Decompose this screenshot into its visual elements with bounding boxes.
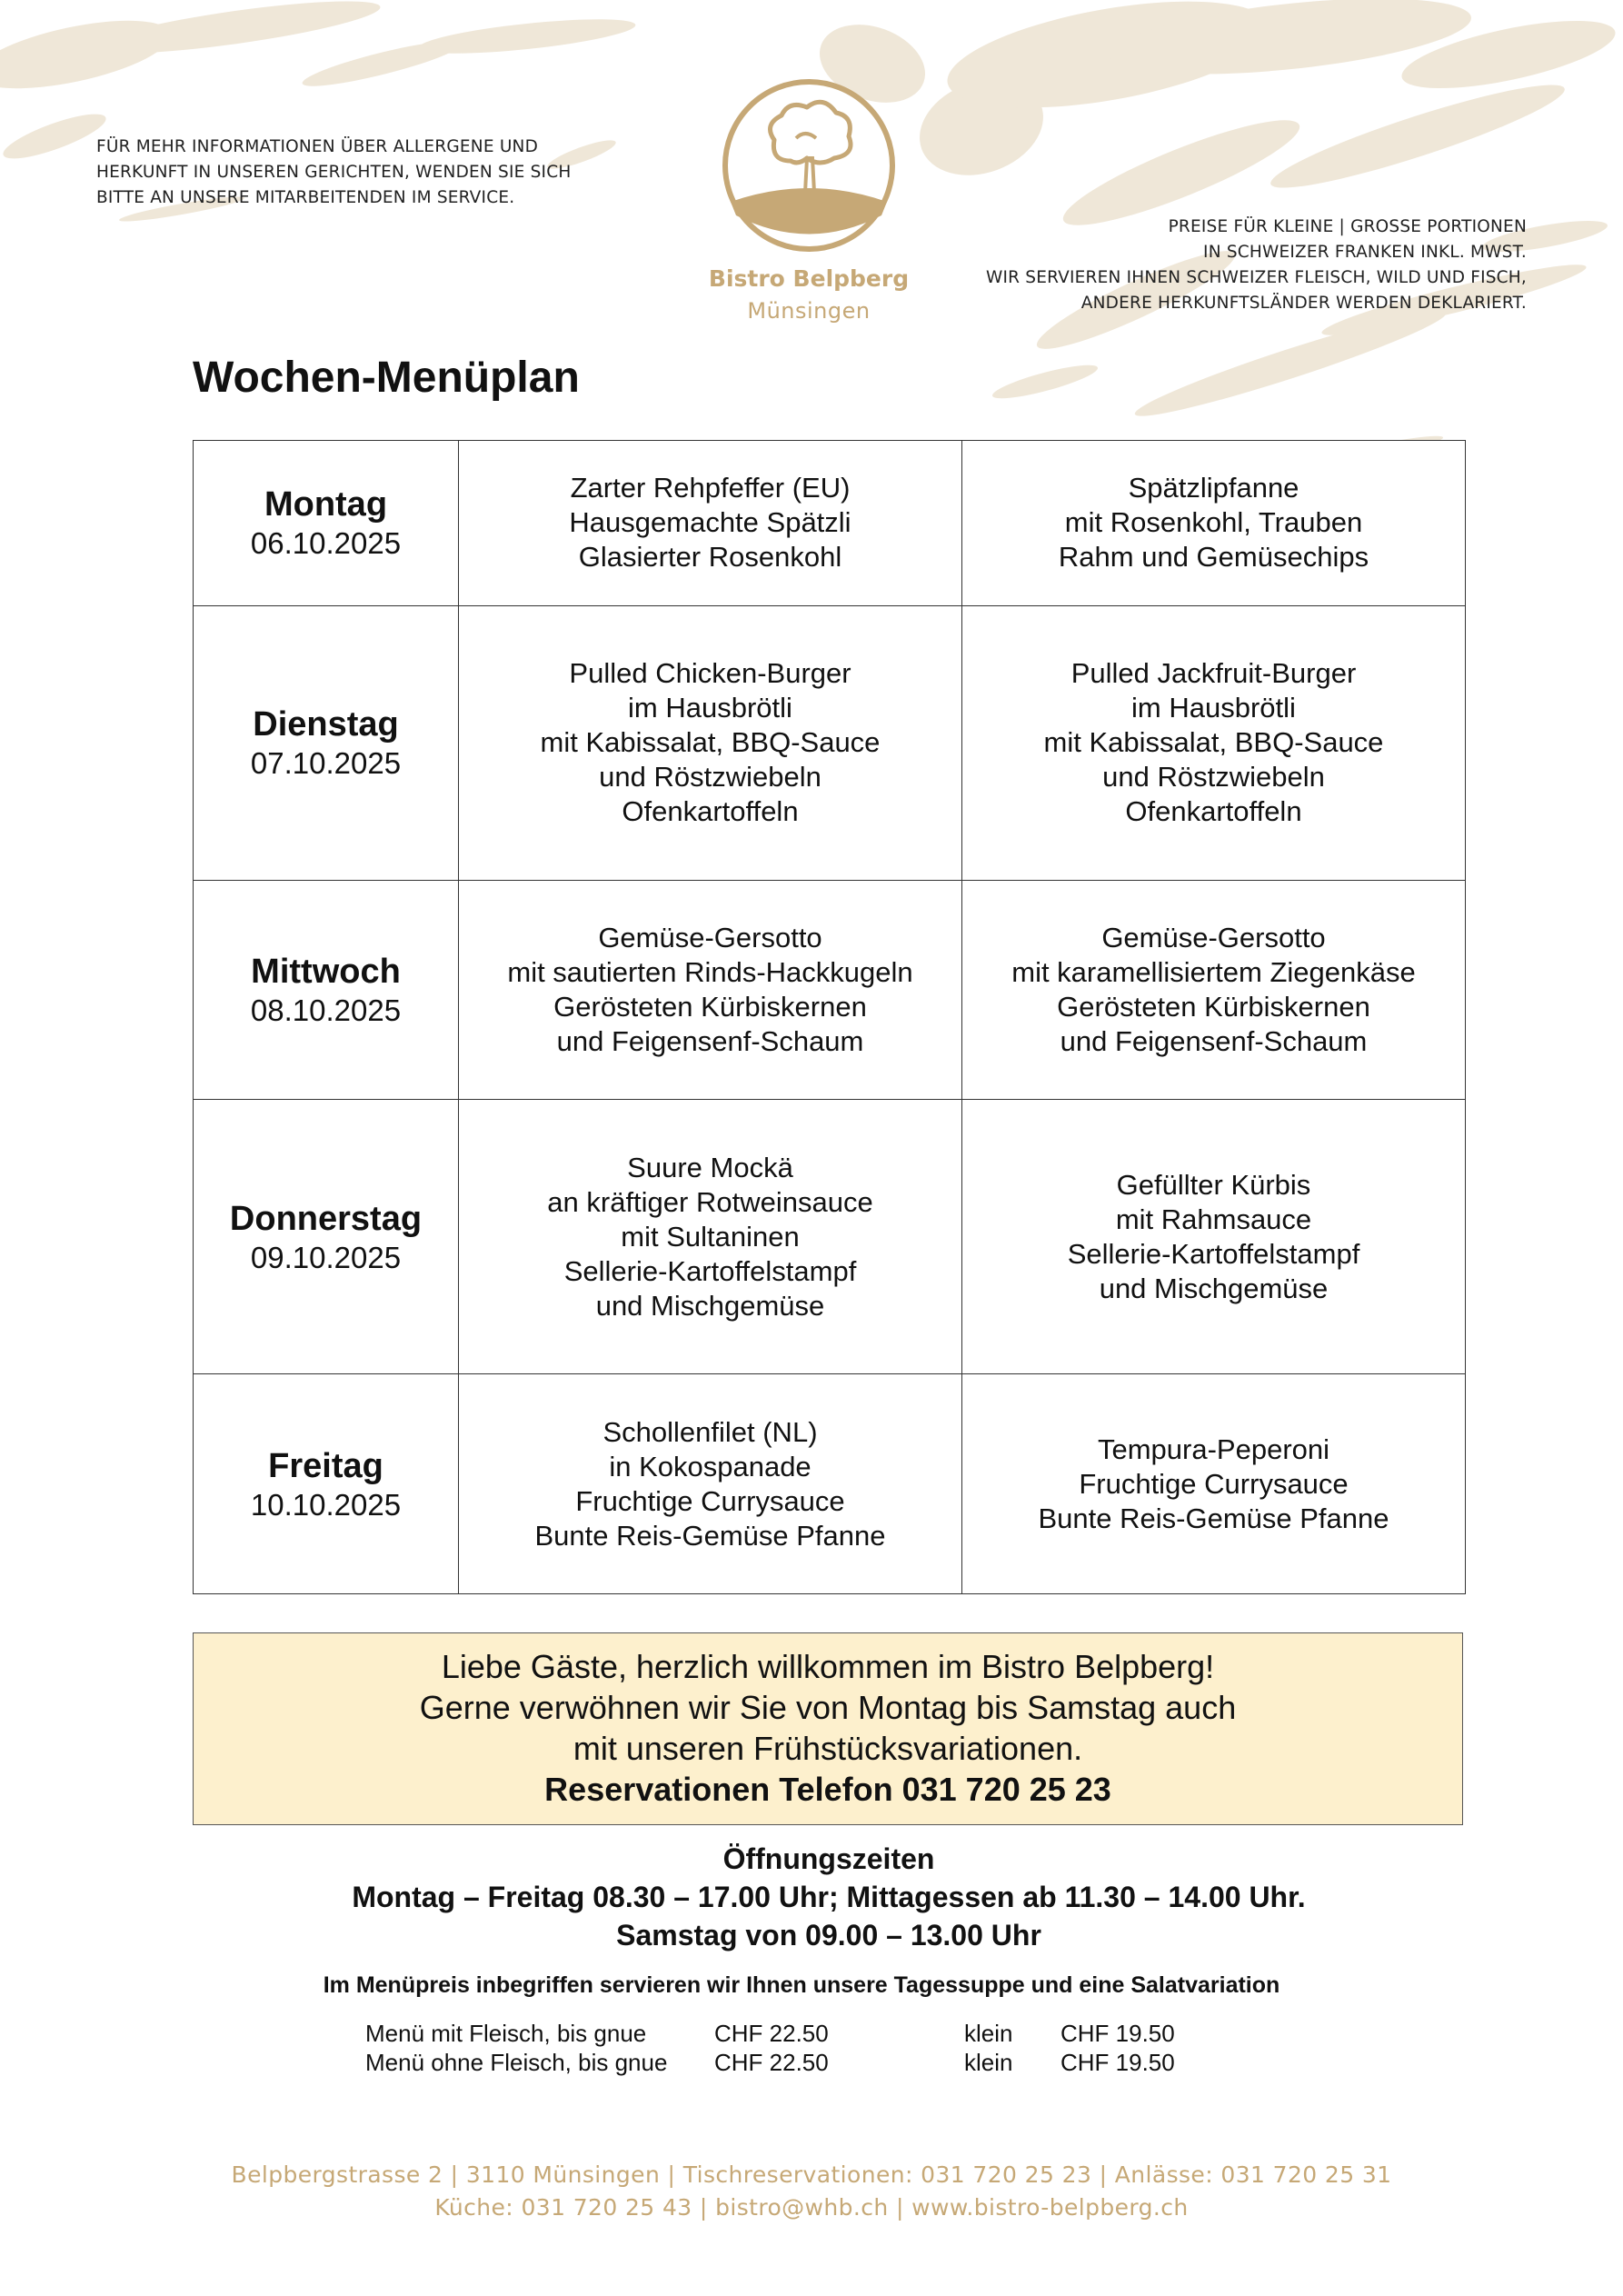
meat-dish: Schollenfilet (NL) in Kokospanade Fruchtige Currysauce Bunte Reis-Gemüse Pfanne [534, 1415, 886, 1552]
meat-dish: Zarter Rehpfeffer (EU) Hausgemachte Spätzli Glasierter Rosenkohl [569, 472, 851, 574]
day-date: 09.10.2025 [250, 1240, 402, 1274]
price-value: CHF 22.50 [714, 2020, 829, 2047]
price-value: CHF 22.50 [714, 2049, 829, 2076]
day-date: 06.10.2025 [250, 526, 402, 561]
page-title: Wochen-Menüplan [193, 354, 580, 402]
reservation-phone: Reservationen Telefon 031 720 25 23 [544, 1771, 1111, 1808]
vegetarian-dish: Spätzlipfanne mit Rosenkohl, Trauben Rahm und Gemüsechips [1058, 472, 1369, 574]
day-date: 07.10.2025 [250, 746, 402, 781]
saturday-hours: Samstag von 09.00 – 13.00 Uhr [616, 1919, 1041, 1952]
menu-row-friday [194, 1374, 1466, 1594]
day-name: Montag [264, 485, 388, 524]
small-price: CHF 19.50 [1060, 2049, 1175, 2076]
included-note: Im Menüpreis inbegriffen servieren wir Ihnen unsere Tagessuppe und eine Salatvariation [323, 1972, 1280, 1998]
welcome-box [193, 1632, 1463, 1825]
small-label: klein [964, 2049, 1013, 2076]
menu-row-wednesday [194, 880, 1466, 1100]
day-name: Freitag [268, 1446, 383, 1485]
welcome-line: Liebe Gäste, herzlich willkommen im Bistro Belpberg! [441, 1648, 1215, 1685]
meat-dish: Suure Mockä an kräftiger Rotweinsauce mit Sultaninen Sellerie-Kartoffelstampf und Mischgemüse [547, 1151, 873, 1322]
small-price: CHF 19.50 [1060, 2020, 1175, 2047]
day-date: 08.10.2025 [250, 993, 402, 1027]
meat-dish: Gemüse-Gersotto mit sautierten Rinds-Hackkugeln Gerösteten Kürbiskernen und Feigensenf-Schaum [507, 921, 913, 1057]
menu-row-monday [194, 441, 1466, 606]
welcome-line: mit unseren Frühstücksvariationen. [573, 1730, 1083, 1767]
opening-hours [193, 1840, 1465, 1954]
day-name: Mittwoch [251, 952, 401, 991]
tree-on-hill-icon [718, 75, 900, 256]
footer-address: Belpbergstrasse 2 | 3110 Münsingen | Tischreservationen: 031 720 25 23 | Anlässe: 031 720 25 31 [231, 2161, 1392, 2188]
day-date: 10.10.2025 [250, 1487, 402, 1522]
vegetarian-dish: Tempura-Peperoni Fruchtige Currysauce Bunte Reis-Gemüse Pfanne [1038, 1433, 1389, 1534]
vegetarian-dish: Gefüllter Kürbis mit Rahmsauce Sellerie-Kartoffelstampf und Mischgemüse [1067, 1168, 1360, 1304]
weekday-hours: Montag – Freitag 08.30 – 17.00 Uhr; Mittagessen ab 11.30 – 14.00 Uhr. [352, 1881, 1306, 1913]
footer-contact: Küche: 031 720 25 43 | bistro@whb.ch | www.bistro-belpberg.ch [434, 2194, 1189, 2221]
vegetarian-dish: Gemüse-Gersotto mit karamellisiertem Ziegenkäse Gerösteten Kürbiskernen und Feigensenf-Schaum [1011, 921, 1416, 1057]
menu-row-tuesday [194, 605, 1466, 880]
menu-row-thursday [194, 1100, 1466, 1374]
small-label: klein [964, 2020, 1013, 2047]
vegetarian-dish: Pulled Jackfruit-Burger im Hausbrötli mit Kabissalat, BBQ-Sauce und Röstzwiebeln Ofenkartoffeln [1043, 657, 1384, 828]
price-label: Menü mit Fleisch, bis gnue [365, 2020, 647, 2047]
day-name: Donnerstag [229, 1199, 423, 1238]
brand-name: Bistro Belpberg [708, 265, 910, 292]
price-label: Menü ohne Fleisch, bis gnue [365, 2049, 668, 2076]
price-info: PREISE FÜR KLEINE | GROSSE PORTIONEN IN SCHWEIZER FRANKEN INKL. MWST. WIR SERVIEREN IHNEN SCHWEIZER FLEISCH, WILD UND FISCH, ANDERE HERKUNFTSLÄNDER WERDEN DEKLARIERT. [985, 217, 1527, 313]
day-name: Dienstag [253, 705, 399, 744]
allergen-info: FÜR MEHR INFORMATIONEN ÜBER ALLERGENE UND HERKUNFT IN UNSEREN GERICHTEN, WENDEN SIE SICH BITTE AN UNSERE MITARBEITENDEN IM SERVICE. [96, 137, 572, 207]
opening-hours-title: Öffnungszeiten [722, 1842, 935, 1875]
brand-city: Münsingen [747, 298, 871, 324]
menu-table [193, 440, 1466, 1594]
meat-dish: Pulled Chicken-Burger im Hausbrötli mit Kabissalat, BBQ-Sauce und Röstzwiebeln Ofenkartoffeln [540, 657, 881, 828]
welcome-line: Gerne verwöhnen wir Sie von Montag bis Samstag auch [419, 1689, 1237, 1726]
